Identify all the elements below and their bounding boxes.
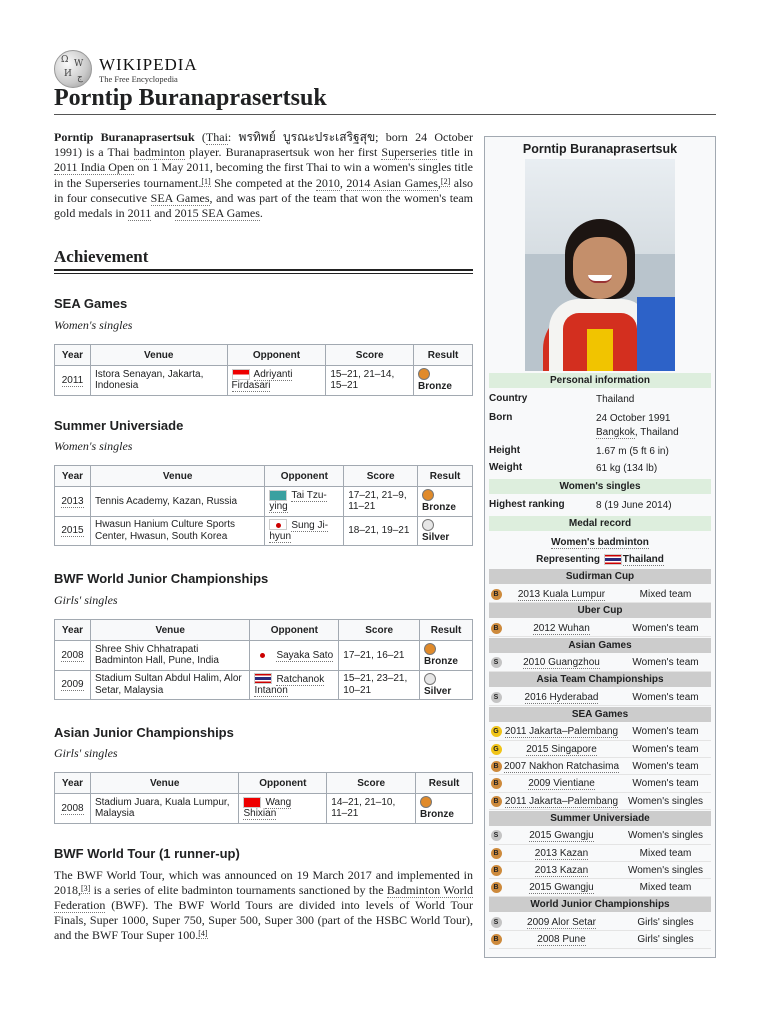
col-score: Score bbox=[327, 773, 416, 794]
asian-games-2010-link[interactable]: 2010 bbox=[315, 175, 340, 190]
medal-row bbox=[489, 776, 711, 793]
score-cell: 17–21, 16–21 bbox=[339, 641, 420, 671]
world-tour-paragraph: The BWF World Tour, which was announced on 19 March 2017 and implemented in 2018,[3] is a series of elite badminton tournaments sanctioned by the Badminton World Federation (BWF). The BWF World Tours are divided into levels of World Tour Finals, Super 1000, Super 750, Super 500, Super 300 (part of the HSBC World Tour), and the BWF Tour Super 100.[4] bbox=[54, 868, 474, 942]
medal-event-link[interactable]: 2008 Pune bbox=[537, 934, 586, 946]
personal-info-header: Personal information bbox=[489, 373, 711, 388]
bronze-medal-icon: B bbox=[491, 761, 502, 772]
sea-games-subheading: Women's singles bbox=[54, 318, 133, 332]
medal-event-link[interactable]: 2015 Singapore bbox=[526, 743, 597, 755]
col-result: Result bbox=[414, 345, 473, 366]
year-link[interactable]: 2008 bbox=[61, 649, 84, 661]
result-cell: Bronze bbox=[414, 366, 473, 396]
medal-type: Women's singles bbox=[627, 864, 704, 876]
ranking-row: Highest ranking 8 (19 June 2014) bbox=[489, 499, 672, 511]
year-link[interactable]: 2008 bbox=[61, 802, 84, 814]
table-header-row bbox=[55, 466, 473, 487]
medal-row bbox=[489, 586, 711, 603]
sea-games-table bbox=[54, 344, 473, 396]
opponent-cell bbox=[265, 487, 344, 517]
venue-cell: Shree Shiv Chhatrapati Badminton Hall, Pune, India bbox=[90, 641, 249, 671]
opponent-link[interactable]: Tai Tzu-ying bbox=[269, 489, 327, 513]
flag-icon bbox=[254, 650, 272, 661]
reference-link[interactable]: [1] bbox=[201, 176, 211, 186]
medal-type: Women's team bbox=[632, 778, 699, 790]
medal-category: World Junior Championships bbox=[489, 897, 711, 912]
silver-medal-icon: S bbox=[491, 657, 502, 668]
world-junior-table bbox=[54, 619, 473, 700]
year-link[interactable]: 2015 bbox=[61, 525, 84, 537]
opponent-cell bbox=[265, 516, 344, 546]
medal-event-link[interactable]: 2012 Wuhan bbox=[533, 622, 590, 634]
venue-cell: Stadium Sultan Abdul Halim, Alor Setar, Malaysia bbox=[90, 670, 249, 700]
medal-row bbox=[489, 793, 711, 810]
medal-row bbox=[489, 828, 711, 845]
col-opponent: Opponent bbox=[239, 773, 327, 794]
medal-event-link[interactable]: 2015 Gwangju bbox=[529, 882, 594, 894]
globe-icon: Ω W И ج bbox=[54, 50, 92, 88]
bronze-medal-icon bbox=[418, 368, 430, 380]
medal-type: Mixed team bbox=[639, 588, 692, 600]
country-row: Country Thailand bbox=[489, 393, 635, 405]
medal-type: Women's team bbox=[632, 622, 699, 634]
bronze-medal-icon: B bbox=[491, 623, 502, 634]
medal-type: Women's singles bbox=[627, 795, 704, 807]
opponent-link[interactable]: Sayaka Sato bbox=[276, 649, 334, 661]
table-row bbox=[55, 366, 473, 396]
medal-type: Girls' singles bbox=[637, 916, 694, 928]
score-cell: 17–21, 21–9, 11–21 bbox=[344, 487, 418, 517]
infobox bbox=[484, 136, 716, 958]
silver-medal-icon bbox=[422, 519, 434, 531]
medal-row bbox=[489, 724, 711, 741]
womens-badminton-link[interactable]: Women's badminton bbox=[551, 537, 649, 548]
flag-icon bbox=[232, 369, 250, 380]
year-link[interactable]: 2011 bbox=[61, 374, 84, 386]
intro-paragraph: Porntip Buranaprasertsuk (Thai: พรทิพย์ บูรณะประเสริฐสุข; born 24 October 1991) is a Thai badminton player. Buranaprasertsuk won her first Superseries title in 2011 India Open on 1 May 2011, becoming the first Thai to win a women's singles title in the Superseries tournament.[1] She competed at the 2010, 2014 Asian Games,[2] also in four consecutive SEA Games, and was part of the team that won the women's team gold medals in 2011 and 2015 SEA Games. bbox=[54, 130, 474, 221]
flag-icon bbox=[254, 673, 272, 684]
bronze-medal-icon: B bbox=[491, 589, 502, 600]
flag-icon bbox=[243, 797, 261, 808]
bronze-medal-icon: B bbox=[491, 848, 502, 859]
medal-event-link[interactable]: 2007 Nakhon Ratchasima bbox=[503, 760, 620, 772]
bronze-medal-icon: B bbox=[491, 934, 502, 945]
opponent-cell bbox=[227, 366, 326, 396]
sea-games-link[interactable]: SEA Games bbox=[150, 190, 210, 205]
bronze-medal-icon bbox=[424, 643, 436, 655]
medal-event-link[interactable]: 2011 Jakarta–Palembang bbox=[504, 795, 619, 807]
score-cell: 15–21, 21–14, 15–21 bbox=[326, 366, 414, 396]
opponent-cell bbox=[250, 641, 339, 671]
world-tour-heading: BWF World Tour (1 runner-up) bbox=[54, 846, 240, 861]
universiade-heading: Summer Universiade bbox=[54, 418, 184, 433]
universiade-table bbox=[54, 465, 473, 546]
opponent-cell bbox=[250, 670, 339, 700]
medal-type: Women's team bbox=[632, 743, 699, 755]
col-score: Score bbox=[344, 466, 418, 487]
sea-games-2011-link[interactable]: 2011 bbox=[127, 206, 152, 221]
world-junior-subheading: Girls' singles bbox=[54, 593, 118, 607]
thai-language-link[interactable]: Thai bbox=[205, 130, 228, 144]
col-venue: Venue bbox=[90, 620, 249, 641]
silver-medal-icon: S bbox=[491, 917, 502, 928]
year-link[interactable]: 2013 bbox=[61, 495, 84, 507]
bronze-medal-icon bbox=[422, 489, 434, 501]
col-venue: Venue bbox=[90, 773, 239, 794]
medal-type: Women's team bbox=[632, 760, 699, 772]
medal-type: Mixed team bbox=[639, 847, 692, 859]
sea-games-heading: SEA Games bbox=[54, 296, 128, 311]
flag-icon bbox=[269, 519, 287, 530]
medal-row bbox=[489, 932, 711, 949]
bronze-medal-icon: B bbox=[491, 865, 502, 876]
infobox-title: Porntip Buranaprasertsuk bbox=[522, 142, 678, 156]
wikipedia-logo[interactable] bbox=[54, 50, 198, 88]
medal-type: Women's team bbox=[632, 691, 699, 703]
result-cell: Bronze bbox=[416, 794, 473, 824]
weight-row: Weight 61 kg (134 lb) bbox=[489, 462, 658, 474]
representing-row: Representing Thailand bbox=[536, 554, 664, 565]
asian-games-2014-link[interactable]: 2014 Asian Games bbox=[346, 175, 438, 190]
medal-event-link[interactable]: 2016 Hyderabad bbox=[524, 691, 599, 703]
col-year: Year bbox=[55, 345, 91, 366]
medal-type: Women's team bbox=[632, 726, 699, 738]
medal-category: Sudirman Cup bbox=[489, 569, 711, 584]
bronze-medal-icon: B bbox=[491, 778, 502, 789]
year-link[interactable]: 2009 bbox=[61, 679, 84, 691]
silver-medal-icon: S bbox=[491, 830, 502, 841]
medal-event-link[interactable]: 2010 Guangzhou bbox=[523, 657, 600, 669]
medal-event-link[interactable]: 2013 Kazan bbox=[534, 864, 589, 876]
col-opponent: Opponent bbox=[227, 345, 326, 366]
title-divider bbox=[54, 114, 716, 115]
universiade-subheading: Women's singles bbox=[54, 439, 133, 453]
medal-category: Asia Team Championships bbox=[489, 672, 711, 687]
medal-row bbox=[489, 620, 711, 637]
medal-category: Summer Universiade bbox=[489, 811, 711, 826]
silver-medal-icon: S bbox=[491, 692, 502, 703]
portrait-photo[interactable] bbox=[525, 159, 675, 371]
asian-junior-heading: Asian Junior Championships bbox=[54, 725, 234, 740]
medal-type: Women's team bbox=[632, 657, 699, 669]
medal-event-link[interactable]: 2013 Kazan bbox=[534, 847, 589, 859]
col-venue: Venue bbox=[90, 466, 264, 487]
col-result: Result bbox=[420, 620, 473, 641]
medal-event-link[interactable]: 2011 Jakarta–Palembang bbox=[504, 726, 619, 738]
table-header-row bbox=[55, 620, 473, 641]
medal-event-link[interactable]: 2009 Vientiane bbox=[528, 778, 595, 790]
venue-cell: Istora Senayan, Jakarta, Indonesia bbox=[90, 366, 227, 396]
venue-cell: Tennis Academy, Kazan, Russia bbox=[90, 487, 264, 517]
col-score: Score bbox=[339, 620, 420, 641]
result-cell: Silver bbox=[418, 516, 473, 546]
table-row bbox=[55, 516, 473, 546]
asian-junior-subheading: Girls' singles bbox=[54, 746, 118, 760]
col-year: Year bbox=[55, 773, 91, 794]
table-row bbox=[55, 794, 473, 824]
logo-subtitle: The Free Encyclopedia bbox=[99, 73, 178, 84]
medal-row bbox=[489, 689, 711, 706]
col-year: Year bbox=[55, 620, 91, 641]
col-score: Score bbox=[326, 345, 414, 366]
section-divider bbox=[54, 269, 473, 274]
table-header-row bbox=[55, 773, 473, 794]
subject-name: Porntip Buranaprasertsuk bbox=[54, 130, 195, 144]
table-row bbox=[55, 487, 473, 517]
achievement-heading: Achievement bbox=[54, 247, 149, 266]
medal-event-link[interactable]: 2015 Gwangju bbox=[529, 830, 594, 842]
opponent-link[interactable]: Ratchanok Intanon bbox=[254, 673, 325, 697]
result-cell: Bronze bbox=[418, 487, 473, 517]
medal-row bbox=[489, 758, 711, 775]
medal-row bbox=[489, 880, 711, 897]
height-row: Height 1.67 m (5 ft 6 in) bbox=[489, 445, 669, 457]
venue-cell: Hwasun Hanium Culture Sports Center, Hwasun, South Korea bbox=[90, 516, 264, 546]
bronze-medal-icon: B bbox=[491, 882, 502, 893]
medal-type: Mixed team bbox=[639, 882, 692, 894]
thailand-link[interactable]: Thailand bbox=[622, 554, 664, 565]
opponent-link[interactable]: Sung Ji-hyun bbox=[269, 519, 329, 543]
col-venue: Venue bbox=[90, 345, 227, 366]
col-result: Result bbox=[418, 466, 473, 487]
medal-event-link[interactable]: 2013 Kuala Lumpur bbox=[517, 588, 606, 600]
medal-row bbox=[489, 914, 711, 931]
womens-singles-header: Women's singles bbox=[489, 479, 711, 494]
result-cell: Bronze bbox=[420, 641, 473, 671]
score-cell: 15–21, 23–21, 10–21 bbox=[339, 670, 420, 700]
medal-category: SEA Games bbox=[489, 707, 711, 722]
medal-record-header: Medal record bbox=[489, 516, 711, 531]
medal-row bbox=[489, 741, 711, 758]
medal-row bbox=[489, 655, 711, 672]
col-year: Year bbox=[55, 466, 91, 487]
opponent-cell bbox=[239, 794, 327, 824]
world-junior-heading: BWF World Junior Championships bbox=[54, 571, 269, 586]
medal-row bbox=[489, 862, 711, 879]
born-row: Born 24 October 1991 Bangkok, Thailand bbox=[489, 412, 679, 438]
bwf-link[interactable]: Badminton World Federation bbox=[54, 883, 473, 912]
gold-medal-icon: G bbox=[491, 726, 502, 737]
table-header-row bbox=[55, 345, 473, 366]
logo-title: WIKIPEDIA bbox=[99, 54, 198, 74]
silver-medal-icon bbox=[424, 673, 436, 685]
thailand-flag-icon bbox=[604, 554, 622, 565]
reference-link[interactable]: [3] bbox=[81, 884, 91, 893]
venue-cell: Stadium Juara, Kuala Lumpur, Malaysia bbox=[90, 794, 239, 824]
reference-link[interactable]: [4] bbox=[198, 929, 208, 938]
score-cell: 14–21, 21–10, 11–21 bbox=[327, 794, 416, 824]
medal-type: Girls' singles bbox=[637, 934, 694, 946]
col-opponent: Opponent bbox=[250, 620, 339, 641]
table-row bbox=[55, 641, 473, 671]
opponent-link[interactable]: Wang Shixian bbox=[243, 796, 292, 820]
asian-junior-table bbox=[54, 772, 473, 824]
bronze-medal-icon: B bbox=[491, 796, 502, 807]
medal-category: Uber Cup bbox=[489, 603, 711, 618]
gold-medal-icon: G bbox=[491, 744, 502, 755]
flag-icon bbox=[269, 490, 287, 501]
medal-row bbox=[489, 845, 711, 862]
score-cell: 18–21, 19–21 bbox=[344, 516, 418, 546]
medal-category: Asian Games bbox=[489, 638, 711, 653]
superseries-link[interactable]: Superseries bbox=[381, 145, 437, 160]
medal-type: Women's singles bbox=[627, 830, 704, 842]
sea-games-2015-link[interactable]: 2015 SEA Games bbox=[174, 206, 260, 221]
table-row bbox=[55, 670, 473, 700]
badminton-link[interactable]: badminton bbox=[133, 145, 185, 160]
bangkok-link[interactable]: Bangkok bbox=[596, 427, 635, 438]
col-opponent: Opponent bbox=[265, 466, 344, 487]
result-cell: Silver bbox=[420, 670, 473, 700]
bronze-medal-icon bbox=[420, 796, 432, 808]
reference-link[interactable]: [2] bbox=[440, 176, 451, 186]
page-title: Porntip Buranaprasertsuk bbox=[54, 85, 327, 111]
medal-sport bbox=[489, 535, 711, 550]
india-open-link[interactable]: 2011 India Open bbox=[54, 160, 135, 175]
medal-event-link[interactable]: 2009 Alor Setar bbox=[527, 916, 596, 928]
col-result: Result bbox=[416, 773, 473, 794]
opponent-link[interactable]: Adriyanti Firdasari bbox=[231, 368, 293, 392]
